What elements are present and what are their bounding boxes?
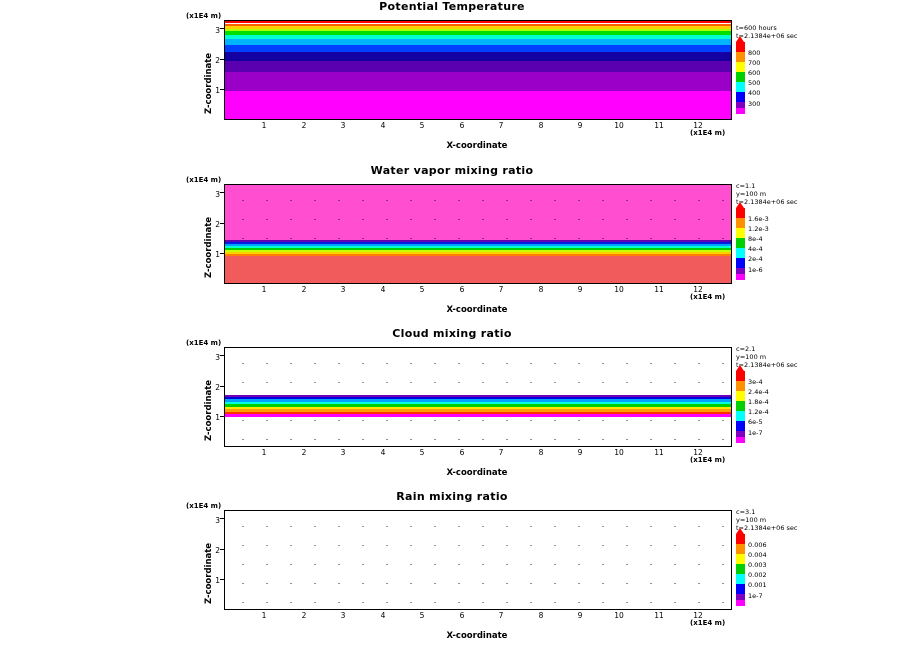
colorbar-band [736, 554, 745, 564]
colorbar-band [736, 248, 745, 258]
x-tick-label: 4 [380, 121, 386, 130]
colorbar-band [736, 574, 745, 584]
x-axis-label: X-coordinate [446, 468, 508, 478]
x-tick-label: 7 [498, 611, 504, 620]
y-tick-label: 1 [215, 250, 220, 259]
x-tick-label: 6 [459, 285, 465, 294]
x-tick-label: 1 [261, 285, 267, 294]
colorbar-band [736, 564, 745, 574]
colorbar-tick-label: 1.6e-3 [748, 215, 769, 223]
x-tick-label: 2 [301, 448, 307, 457]
y-tick-label: 2 [215, 383, 220, 392]
y-tick-mark [220, 518, 224, 519]
y-axis-label: Z-coordinate [204, 379, 214, 441]
y-tick-label: 2 [215, 220, 220, 229]
colorbar-tick-label: 1e-7 [748, 429, 763, 437]
panel-cloud-mixing-ratio [0, 325, 904, 487]
x-tick-label: 11 [654, 448, 664, 457]
plot-area [224, 20, 732, 120]
contour-band [225, 72, 731, 90]
colorbar-tick-label: 300 [748, 100, 761, 108]
x-tick-label: 8 [538, 611, 544, 620]
x-tick-label: 8 [538, 121, 544, 130]
annotation-c: c=3.1 [736, 508, 756, 516]
colorbar-tick-label: 1.2e-3 [748, 225, 769, 233]
x-tick-label: 12 [693, 448, 703, 457]
contour-band [225, 35, 731, 39]
y-tick-label: 1 [215, 413, 220, 422]
panel-rain-mixing-ratio [0, 488, 904, 654]
annotation-y: y=100 m [736, 516, 767, 524]
colorbar-band [736, 108, 745, 114]
x-tick-label: 4 [380, 448, 386, 457]
y-tick-mark [220, 28, 224, 29]
contour-band [225, 61, 731, 73]
x-tick-label: 10 [614, 121, 624, 130]
x-tick-label: 12 [693, 285, 703, 294]
plot-area [224, 347, 732, 447]
x-tick-label: 7 [498, 121, 504, 130]
x-units: (x1E4 m) [690, 293, 726, 301]
colorbar-tick-label: 2.4e-4 [748, 388, 769, 396]
y-tick-label: 1 [215, 576, 220, 585]
y-tick-label: 3 [215, 516, 220, 525]
colorbar [736, 534, 767, 606]
y-tick-mark [220, 355, 224, 356]
contour-band [225, 45, 731, 52]
x-axis-label: X-coordinate [446, 631, 508, 641]
x-tick-label: 11 [654, 611, 664, 620]
colorbar-band [736, 401, 745, 411]
colorbar-tick-label: 4e-4 [748, 245, 763, 253]
colorbar-band [736, 52, 745, 62]
x-tick-label: 5 [419, 448, 425, 457]
y-tick-mark [220, 59, 224, 60]
colorbar-tick-label: 700 [748, 59, 761, 67]
x-tick-label: 3 [340, 448, 346, 457]
y-tick-label: 1 [215, 86, 220, 95]
colorbar-band [736, 421, 745, 431]
x-tick-label: 2 [301, 285, 307, 294]
y-units: (x1E4 m) [186, 502, 222, 510]
x-axis-label: X-coordinate [446, 141, 508, 151]
y-tick-mark [220, 416, 224, 417]
x-tick-label: 6 [459, 611, 465, 620]
contour-band [225, 414, 731, 416]
contour-band [225, 254, 731, 256]
contour-band [225, 26, 731, 29]
contour-band [225, 412, 731, 415]
y-units: (x1E4 m) [186, 12, 222, 20]
y-tick-mark [220, 549, 224, 550]
y-tick-label: 2 [215, 546, 220, 555]
colorbar-band [736, 92, 745, 102]
y-tick-label: 3 [215, 353, 220, 362]
y-units: (x1E4 m) [186, 176, 222, 184]
panel-potential-temperature [0, 0, 904, 160]
colorbar-tick-label: 600 [748, 69, 761, 77]
colorbar-tick-label: 0.006 [748, 541, 767, 549]
x-tick-label: 7 [498, 448, 504, 457]
contour-band [225, 256, 731, 283]
panel-title: Water vapor mixing ratio [370, 164, 534, 177]
y-tick-label: 2 [215, 56, 220, 65]
y-axis-label: Z-coordinate [204, 216, 214, 278]
x-tick-label: 8 [538, 448, 544, 457]
colorbar-tick-label: 0.001 [748, 581, 767, 589]
annotation-y: y=100 m [736, 190, 767, 198]
contour-band [225, 240, 731, 242]
colorbar-tick-label: 1e-7 [748, 592, 763, 600]
x-tick-label: 4 [380, 285, 386, 294]
contour-band [225, 21, 731, 23]
y-tick-label: 3 [215, 26, 220, 35]
colorbar-band [736, 42, 745, 52]
x-tick-label: 2 [301, 611, 307, 620]
contour-band [225, 399, 731, 401]
contour-band [225, 407, 731, 409]
contour-band [225, 31, 731, 35]
x-tick-label: 11 [654, 285, 664, 294]
contour-layers [225, 21, 731, 119]
x-tick-label: 7 [498, 285, 504, 294]
x-units: (x1E4 m) [690, 129, 726, 137]
colorbar-band [736, 600, 745, 606]
x-tick-label: 5 [419, 611, 425, 620]
contour-band [225, 250, 731, 252]
x-axis-label: X-coordinate [446, 305, 508, 315]
panel-water-vapor-mixing-ratio [0, 162, 904, 324]
colorbar-band [736, 437, 745, 443]
contour-band [225, 248, 731, 250]
x-tick-label: 3 [340, 121, 346, 130]
contour-band [225, 409, 731, 411]
x-tick-label: 9 [577, 121, 583, 130]
contour-band [225, 91, 731, 119]
colorbar [736, 208, 769, 280]
colorbar [736, 371, 769, 443]
annotation-c: c=1.1 [736, 182, 756, 190]
annotation-time-sec: t=2.1384e+06 sec [736, 32, 798, 40]
colorbar-band [736, 391, 745, 401]
x-tick-label: 5 [419, 285, 425, 294]
annotation-time-sec: t=2.1384e+06 sec [736, 361, 798, 369]
y-tick-label: 3 [215, 190, 220, 199]
y-tick-mark [220, 223, 224, 224]
x-tick-label: 9 [577, 285, 583, 294]
x-units: (x1E4 m) [690, 619, 726, 627]
contour-layers [225, 348, 731, 446]
x-tick-label: 2 [301, 121, 307, 130]
colorbar-band [736, 218, 745, 228]
colorbar-tick-label: 0.002 [748, 571, 767, 579]
contour-band [225, 242, 731, 244]
contour-layers [225, 185, 731, 283]
annotation-y: y=100 m [736, 353, 767, 361]
contour-band [225, 246, 731, 248]
x-tick-label: 9 [577, 448, 583, 457]
colorbar-band [736, 371, 745, 381]
x-tick-label: 8 [538, 285, 544, 294]
contour-band [225, 244, 731, 246]
colorbar-tick-label: 3e-4 [748, 378, 763, 386]
x-tick-label: 1 [261, 611, 267, 620]
annotation-c: c=2.1 [736, 345, 756, 353]
contour-band [225, 252, 731, 254]
annotation-time-sec: t=2.1384e+06 sec [736, 198, 798, 206]
y-axis-label: Z-coordinate [204, 52, 214, 114]
x-tick-label: 9 [577, 611, 583, 620]
panel-title: Potential Temperature [379, 0, 525, 13]
y-tick-mark [220, 579, 224, 580]
y-axis-label: Z-coordinate [204, 542, 214, 604]
x-tick-label: 12 [693, 611, 703, 620]
colorbar-band [736, 82, 745, 92]
x-tick-label: 1 [261, 121, 267, 130]
colorbar-tick-label: 1.2e-4 [748, 408, 769, 416]
colorbar-tick-label: 8e-4 [748, 235, 763, 243]
x-tick-label: 6 [459, 121, 465, 130]
contour-band [225, 24, 731, 26]
colorbar-band [736, 62, 745, 72]
x-tick-label: 12 [693, 121, 703, 130]
colorbar-band [736, 381, 745, 391]
colorbar [736, 42, 761, 114]
colorbar-band [736, 534, 745, 544]
colorbar-tick-label: 6e-5 [748, 418, 763, 426]
x-tick-label: 3 [340, 611, 346, 620]
contour-band [225, 395, 731, 397]
colorbar-tick-label: 800 [748, 49, 761, 57]
colorbar-band [736, 544, 745, 554]
x-tick-label: 3 [340, 285, 346, 294]
colorbar-band [736, 72, 745, 82]
plot-area [224, 510, 732, 610]
annotation-time-hours: t=600 hours [736, 24, 777, 32]
y-units: (x1E4 m) [186, 339, 222, 347]
colorbar-band [736, 228, 745, 238]
colorbar-band [736, 411, 745, 421]
contour-band [225, 404, 731, 406]
contour-band [225, 39, 731, 45]
x-tick-label: 4 [380, 611, 386, 620]
y-tick-mark [220, 386, 224, 387]
contour-band [225, 397, 731, 399]
colorbar-band [736, 258, 745, 268]
x-tick-label: 10 [614, 448, 624, 457]
colorbar-band [736, 208, 745, 218]
contour-band [225, 52, 731, 61]
colorbar-band [736, 238, 745, 248]
colorbar-tick-label: 500 [748, 79, 761, 87]
colorbar-tick-label: 0.004 [748, 551, 767, 559]
plot-area [224, 184, 732, 284]
x-tick-label: 1 [261, 448, 267, 457]
annotation-time-sec: t=2.1384e+06 sec [736, 524, 798, 532]
colorbar-band [736, 274, 745, 280]
contour-band [225, 29, 731, 32]
x-tick-label: 5 [419, 121, 425, 130]
grid-dots [225, 511, 731, 609]
panel-title: Cloud mixing ratio [392, 327, 512, 340]
colorbar-tick-label: 0.003 [748, 561, 767, 569]
colorbar-tick-label: 2e-4 [748, 255, 763, 263]
x-tick-label: 6 [459, 448, 465, 457]
x-units: (x1E4 m) [690, 456, 726, 464]
y-tick-mark [220, 192, 224, 193]
colorbar-tick-label: 1.8e-4 [748, 398, 769, 406]
contour-band [225, 402, 731, 404]
x-tick-label: 10 [614, 611, 624, 620]
panel-title: Rain mixing ratio [396, 490, 508, 503]
x-tick-label: 10 [614, 285, 624, 294]
colorbar-tick-label: 1e-6 [748, 266, 763, 274]
x-tick-label: 11 [654, 121, 664, 130]
y-tick-mark [220, 253, 224, 254]
colorbar-band [736, 584, 745, 594]
y-tick-mark [220, 89, 224, 90]
colorbar-tick-label: 400 [748, 89, 761, 97]
